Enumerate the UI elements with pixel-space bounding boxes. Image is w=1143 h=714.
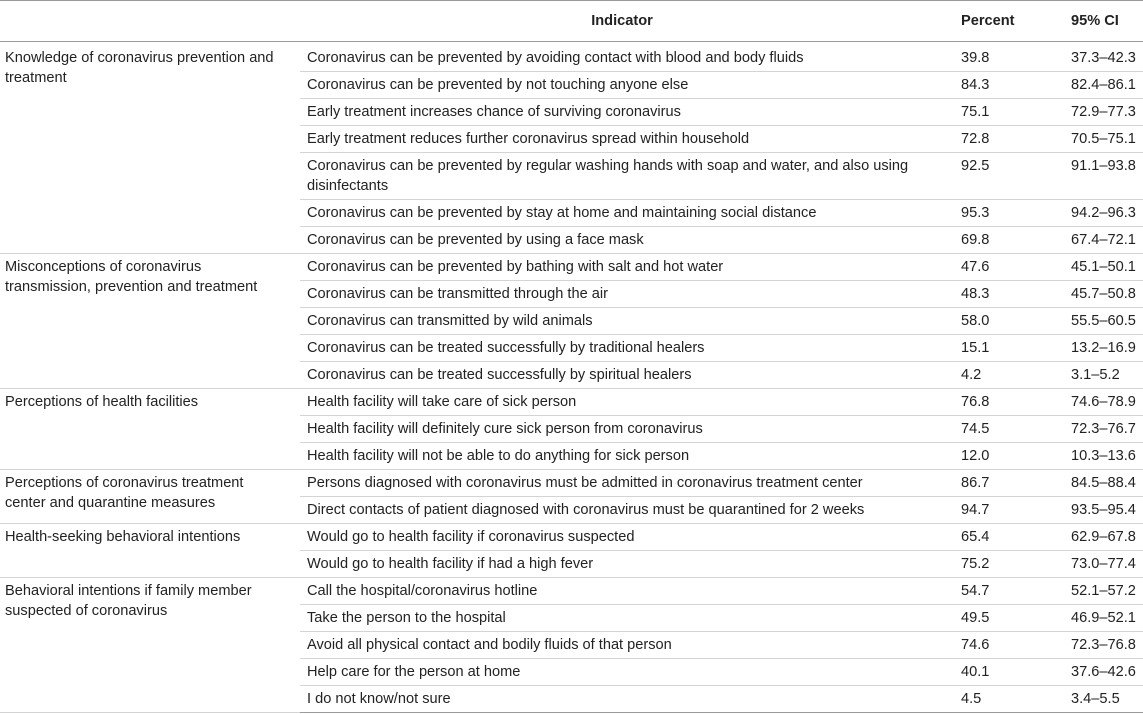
ci-cell: 13.2–16.9: [1035, 335, 1143, 362]
indicator-cell: Take the person to the hospital: [300, 605, 944, 632]
ci-cell: 72.9–77.3: [1035, 99, 1143, 126]
ci-cell: 10.3–13.6: [1035, 443, 1143, 470]
indicator-cell: Coronavirus can be prevented by not touching anyone else: [300, 72, 944, 99]
percent-cell: 58.0: [944, 308, 1035, 335]
indicator-cell: Health facility will not be able to do anything for sick person: [300, 443, 944, 470]
ci-cell: 62.9–67.8: [1035, 524, 1143, 551]
indicator-cell: Early treatment increases chance of surviving coronavirus: [300, 99, 944, 126]
ci-cell: 70.5–75.1: [1035, 126, 1143, 153]
percent-cell: 54.7: [944, 578, 1035, 605]
indicator-cell: Health facility will take care of sick person: [300, 389, 944, 416]
percent-cell: 69.8: [944, 227, 1035, 254]
percent-cell: 92.5: [944, 153, 1035, 200]
ci-cell: 73.0–77.4: [1035, 551, 1143, 578]
ci-cell: 55.5–60.5: [1035, 308, 1143, 335]
indicator-cell: Would go to health facility if had a high fever: [300, 551, 944, 578]
ci-cell: 84.5–88.4: [1035, 470, 1143, 497]
category-label: Misconceptions of coronavirus transmission, prevention and treatment: [0, 254, 300, 389]
indicator-cell: Coronavirus can be treated successfully by traditional healers: [300, 335, 944, 362]
indicator-cell: Health facility will definitely cure sick person from coronavirus: [300, 416, 944, 443]
percent-cell: 39.8: [944, 42, 1035, 72]
header-ci: 95% CI: [1035, 1, 1143, 42]
table-row: [0, 524, 1143, 551]
indicator-cell: Help care for the person at home: [300, 659, 944, 686]
percent-cell: 49.5: [944, 605, 1035, 632]
percent-cell: 4.5: [944, 686, 1035, 713]
indicator-cell: Coronavirus can transmitted by wild animals: [300, 308, 944, 335]
percent-cell: 76.8: [944, 389, 1035, 416]
percent-cell: 95.3: [944, 200, 1035, 227]
indicator-cell: Avoid all physical contact and bodily fluids of that person: [300, 632, 944, 659]
table-row: [0, 389, 1143, 416]
category-label: Health-seeking behavioral intentions: [0, 524, 300, 578]
percent-cell: 74.5: [944, 416, 1035, 443]
indicator-cell: Direct contacts of patient diagnosed with coronavirus must be quarantined for 2 weeks: [300, 497, 944, 524]
table-header: [0, 1, 1143, 42]
ci-cell: 82.4–86.1: [1035, 72, 1143, 99]
percent-cell: 86.7: [944, 470, 1035, 497]
percent-cell: 48.3: [944, 281, 1035, 308]
percent-cell: 15.1: [944, 335, 1035, 362]
indicator-cell: Call the hospital/coronavirus hotline: [300, 578, 944, 605]
header-percent: Percent: [944, 1, 1035, 42]
category-label: Perceptions of health facilities: [0, 389, 300, 470]
table-body: [0, 42, 1143, 713]
percent-cell: 72.8: [944, 126, 1035, 153]
percent-cell: 84.3: [944, 72, 1035, 99]
indicator-cell: Persons diagnosed with coronavirus must be admitted in coronavirus treatment center: [300, 470, 944, 497]
ci-cell: 72.3–76.7: [1035, 416, 1143, 443]
indicator-cell: Coronavirus can be prevented by avoiding contact with blood and body fluids: [300, 42, 944, 72]
percent-cell: 12.0: [944, 443, 1035, 470]
indicator-cell: Early treatment reduces further coronavirus spread within household: [300, 126, 944, 153]
percent-cell: 75.2: [944, 551, 1035, 578]
percent-cell: 47.6: [944, 254, 1035, 281]
ci-cell: 45.1–50.1: [1035, 254, 1143, 281]
indicator-cell: Coronavirus can be prevented by using a face mask: [300, 227, 944, 254]
ci-cell: 3.4–5.5: [1035, 686, 1143, 713]
ci-cell: 37.6–42.6: [1035, 659, 1143, 686]
ci-cell: 72.3–76.8: [1035, 632, 1143, 659]
percent-cell: 65.4: [944, 524, 1035, 551]
indicator-cell: Coronavirus can be prevented by bathing with salt and hot water: [300, 254, 944, 281]
ci-cell: 94.2–96.3: [1035, 200, 1143, 227]
ci-cell: 46.9–52.1: [1035, 605, 1143, 632]
header-category: [0, 1, 300, 42]
indicator-cell: Coronavirus can be transmitted through the air: [300, 281, 944, 308]
percent-cell: 4.2: [944, 362, 1035, 389]
ci-cell: 91.1–93.8: [1035, 153, 1143, 200]
table-row: [0, 578, 1143, 605]
percent-cell: 40.1: [944, 659, 1035, 686]
percent-cell: 94.7: [944, 497, 1035, 524]
category-label: Behavioral intentions if family member suspected of coronavirus: [0, 578, 300, 713]
ci-cell: 67.4–72.1: [1035, 227, 1143, 254]
category-label: Knowledge of coronavirus prevention and treatment: [0, 42, 300, 254]
indicator-cell: Would go to health facility if coronavirus suspected: [300, 524, 944, 551]
ci-cell: 93.5–95.4: [1035, 497, 1143, 524]
percent-cell: 74.6: [944, 632, 1035, 659]
indicator-cell: Coronavirus can be treated successfully by spiritual healers: [300, 362, 944, 389]
ci-cell: 52.1–57.2: [1035, 578, 1143, 605]
table-row: [0, 42, 1143, 72]
header-indicator: Indicator: [300, 1, 944, 42]
indicator-cell: Coronavirus can be prevented by stay at home and maintaining social distance: [300, 200, 944, 227]
table-row: [0, 254, 1143, 281]
ci-cell: 37.3–42.3: [1035, 42, 1143, 72]
ci-cell: 45.7–50.8: [1035, 281, 1143, 308]
header-row: [0, 1, 1143, 42]
ci-cell: 74.6–78.9: [1035, 389, 1143, 416]
ci-cell: 3.1–5.2: [1035, 362, 1143, 389]
category-label: Perceptions of coronavirus treatment center and quarantine measures: [0, 470, 300, 524]
table-row: [0, 470, 1143, 497]
indicator-cell: Coronavirus can be prevented by regular washing hands with soap and water, and also using disinfectants: [300, 153, 944, 200]
indicator-cell: I do not know/not sure: [300, 686, 944, 713]
percent-cell: 75.1: [944, 99, 1035, 126]
